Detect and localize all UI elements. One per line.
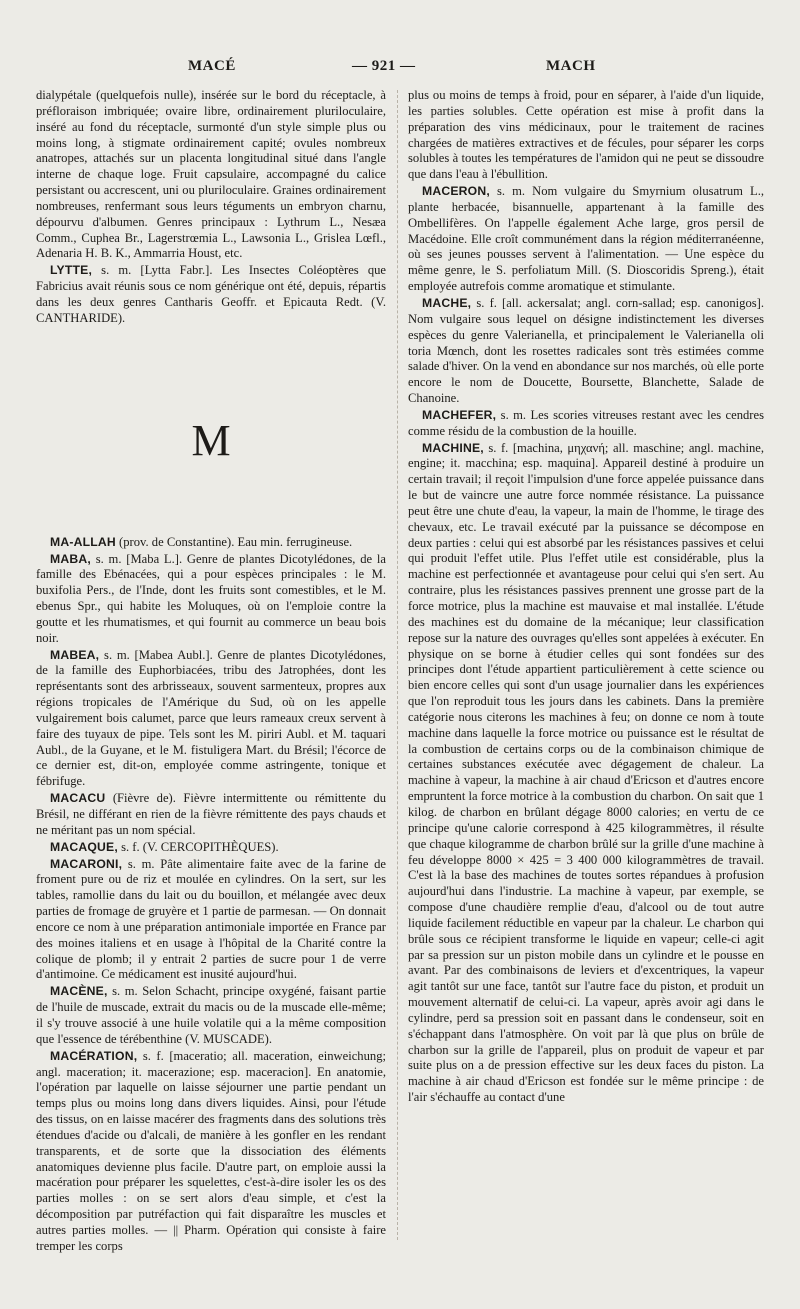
entry-macacu [36,791,386,839]
entry-maba [36,552,386,647]
entry-mabea [36,648,386,791]
headword: MA-ALLAH [50,534,116,549]
headword: MACHINE, [422,440,484,455]
definition: s. m. Les scories vitreuses restant avec les cendres comme résidu de la combustion de la houille. [408,407,764,438]
headword: MACÈNE, [50,984,108,999]
definition: s. m. Selon Schacht, principe oxygéné, faisant partie de l'huile de muscade, extrait du macis ou de la muscade elle-même; il s'y trouve associé à une huile volatile qui a la même composition que l'essence de térébenthine (V. MUSCADE). [36,984,386,1046]
header-left-guideword: MACÉ [188,58,236,74]
running-head [40,58,760,84]
continuation-text: dialypétale (quelquefois nulle), insérée sur le bord du réceptacle, à préfloraison imbriquée; ovaire libre, ordinairement pluriloculaire, inséré au fond du réceptacle, surmonté d'un style simple plus ou moins long, à stigmate ordinairement capité; ovules nombreux anatropes, attachés sur un placenta longitudinal situé dans l'angle interne de chaque loge. Fruit capsulaire, accompagné du calice persistant ou accrescent, uni ou pluriloculaire. Graines ordinairement nombreuses, renfermant sous leurs téguments un embryon charnu, dépourvu d'albumen. Genres principaux : Lythrum L., Nesæa Comm., Cuphea Br., Lagerstrœmia L., Lawsonia L., Grislea Lœfl., Adenaria H. B. K., Ammarria Houst, etc. [36,88,386,261]
definition: s. f. (V. CERCOPITHÈQUES). [117,839,279,854]
entry-machefer [408,408,764,440]
left-column [36,88,386,1303]
headword: MACARONI, [50,856,123,871]
section-letter: M [191,415,231,465]
right-column [408,88,764,1303]
entry-ma-allah [36,535,386,551]
headword: LYTTE, [50,263,93,278]
definition: (prov. de Constantine). Eau min. ferrugineuse. [115,534,353,549]
headword: MACHEFER, [422,407,497,422]
definition: s. m. [Maba L.]. Genre de plantes Dicotylédones, de la famille des Ebénacées, qui a pour espèces principales : le M. buxifolia Pers., de l'Inde, dont les fruits sont comestibles, et le M. ebenus Spr., qui habite les Moluques, où on l'emploie contre la goutte et les rhumatismes, et qui fournit au commerce un beau bois noir. [36,551,386,645]
continuation-text: plus ou moins de temps à froid, pour en séparer, à l'aide d'un liquide, les parties solubles. Cette opération est mise à profit dans la préparation des vins médicinaux, pour le traitement de racines chargées de matières extractives et de fécules, pour séparer les corps solubles à toutes les températures de l'amidon qui ne peut se dissoudre que dans l'eau à l'ébullition. [408,88,764,182]
definition: (Fièvre de). Fièvre intermittente ou rémittente du Brésil, ne différant en rien de la fièvre rémittente des pays chauds et ne méritant pas un nom spécial. [36,791,386,837]
entry-macaroni [36,857,386,984]
entry-machine [408,441,764,1106]
definition: s. m. Pâte alimentaire faite avec de la farine de froment pure ou de riz et moulée en cylindres. On la sert, sur les tables, ramollie dans du lait ou du bouillon, et mélangée avec deux parties de fromage de gruyère et 1 partie de parmesan. — On donnait encore ce nom à une préparation antimoniale importée en France par des moines italiens et en usage à l'hôpital de la Charité contre la colique de plomb; il y entrait 2 parties de sucre pour 1 de verre d'antimoine. Ce médicament est inusité aujourd'hui. [36,856,386,982]
page-number: — 921 — [352,58,416,74]
entry-macaque [36,840,386,856]
headword: MABEA, [50,647,100,662]
definition: s. m. Nom vulgaire du Smyrnium olusatrum L., plante herbacée, bisannuelle, appartenant à la famille des Ombellifères. On l'appelle également Ache large, gros persil de Macédoine. Elle croît communément dans la région méditerranéenne, où ses jeunes pousses servent à l'alimentation. — Une espèce du même genre, le S. perfoliatum Mill. (S. Dioscoridis Spreng.), était employée autrefois comme aromatique et stimulante. [408,184,764,294]
entry-lytte [36,263,386,326]
headword: MABA, [50,551,91,566]
column-divider [397,90,398,1240]
headword: MACHE, [422,295,472,310]
headword: MACÉRATION, [50,1048,138,1063]
definition: s. m. [Mabea Aubl.]. Genre de plantes Dicotylédones, de la famille des Euphorbiacées, tribu des Jatrophées, dont les représentants sont des arbrisseaux, souvent sarmenteux, propres aux régions tropicales de l'Amérique du Sud, où on les appelle vulgairement bois calumet, parce que leurs rameaux creux servent à faire des tuyaux de pipe. Tels sont les M. piriri Aubl. et M. taquari Aubl., de la Guyane, et le M. fistuligera Mart. du Brésil; l'écorce de ce dernier est, dit-on, employée comme astringente, tonique et fébrifuge. [36,647,386,789]
definition: s. f. [maceratio; all. maceration, einweichung; angl. maceration; it. macerazione; esp. maceracion]. En anatomie, l'opération par laquelle on laisse séjourner une partie pendant un temps plus ou moins long dans divers liquides. Ainsi, pour l'étude des tissus, on en laisse macérer des fragments dans des solutions très étendues d'acide ou d'alcali, de manière à les gonfler en les rendant transparents, et de sorte que la dissociation des éléments anatomiques devienne plus facile. D'autre part, on emploie aussi la macération pour préparer les squelettes, c'est-à-dire isoler les os des parties molles : on se sert alors d'eau simple, et c'est la décomposition par putréfaction qui fait disparaître les muscles et autres parties molles. — || Pharm. Opération qui consiste à faire tremper les corps [36,1048,386,1253]
definition: s. f. [all. ackersalat; angl. corn-sallad; esp. canonigos]. Nom vulgaire sous lequel on désigne indistinctement les diverses espèces du genre Valerianella, et principalement le Valerianella oli toria Mœnch, dont les rosettes radicales sont très estimées comme salade d'hiver. On la vend en abondance sur nos marchés, où elle porte encore le nom de Doucette, Boursette, Blanchette, Salade de Chanoine. [408,295,764,406]
entry-macene [36,984,386,1047]
headword: MACAQUE, [50,839,118,854]
headword: MACERON, [422,184,490,199]
entry-maceration [36,1049,386,1255]
definition: s. f. [machina, μηχανή; all. maschine; angl. machine, engine; it. macchina; esp. maquina]. Appareil destiné à produire un certain travail; il reçoit l'impulsion d'une force appelée puissance dans le but de vaincre une autre force nommée résistance. La puissance peut être une chute d'eau, la vapeur, la main de l'homme, le tirage des chevaux, etc. Le travail exécuté par la puissance se décompose en deux parties : celui qui est absorbé par les résistances passives et celui qui produit l'effet utile. Plus l'effet utile est considérable, plus la machine est perfectionnée et avantageuse pour celui qui s'en sert. Au contraire, plus les résistances passives prennent une grosse part de la force motrice, plus la machine est mauvaise et mal installée. L'étude des machines est du domaine de la mécanique; leur classification repose sur la nature des ouvrages qu'elles sont appelées à exécuter. En physique on se borne à étudier celles qui sont fondées sur des principes dont l'étude appartient particulièrement à cette science ou bien encore celles qui sont d'un usage journalier dans les expériences que l'on reproduit tous les jours dans les cabinets. Dans la première catégorie nous citerons les machines à feu; on donne ce nom à toute machine dans laquelle la force motrice ou puissance est le résultat de la combustion de certains corps ou de la combinaison chimique de certaines substances exécutée avec dégagement de chaleur. La machine à vapeur, la machine à air chaud d'Ericson et d'autres encore empruntent la force motrice à la combustion du charbon. On sait que 1 kilog. de charbon en brûlant dégage 8000 calories; en vertu de ce principe qu'une calorie correspond à 425 kilogrammètres, il résulte que chaque kilogramme de charbon brûlé sur la grille d'une machine à feu développe 8000 × 425 = 3 400 000 kilogrammètres de travail. C'est là la base des machines de toutes sortes répandues à profusion aujourd'hui dans l'industrie. La machine à vapeur, par exemple, se compose d'une chaudière remplie d'eau, d'alcool ou de tout autre liquide facilement réductible en vapeur par la chaleur. Le charbon qui brûle sous ce récipient transforme le liquide en vapeur; celle-ci agit par sa pression sur un piston mobile dans un cylindre et le pousse en avant. Par des combinaisons de leviers et d'excentriques, la vapeur agit tantôt sur une face, tantôt sur l'autre face du piston, et produit un mouvement alternatif de celui-ci. La vapeur, après avoir agi dans le cylindre, perd sa pression soit en passant dans le condenseur, soit en s'échappant dans l'atmosphère. On voit par là que plus on brûle de charbon sur la grille de l'appareil, plus on produit de vapeur et par suite plus on a de pression effective sur les deux faces du piston. La machine à air chaud d'Ericson est fondée sur le même principe : de l'air s'échauffe au contact d'une [408,440,764,1105]
definition: s. m. [Lytta Fabr.]. Les Insectes Coléoptères que Fabricius avait réunis sous ce nom générique ont été, depuis, répartis dans les deux genres Cantharis Geoffr. et Epicauta Redt. (V. CANTHARIDE). [36,263,386,325]
headword: MACACU [50,791,106,806]
entry-mache [408,296,764,407]
header-right-guideword: MACH [546,58,596,74]
entry-maceron [408,184,764,295]
